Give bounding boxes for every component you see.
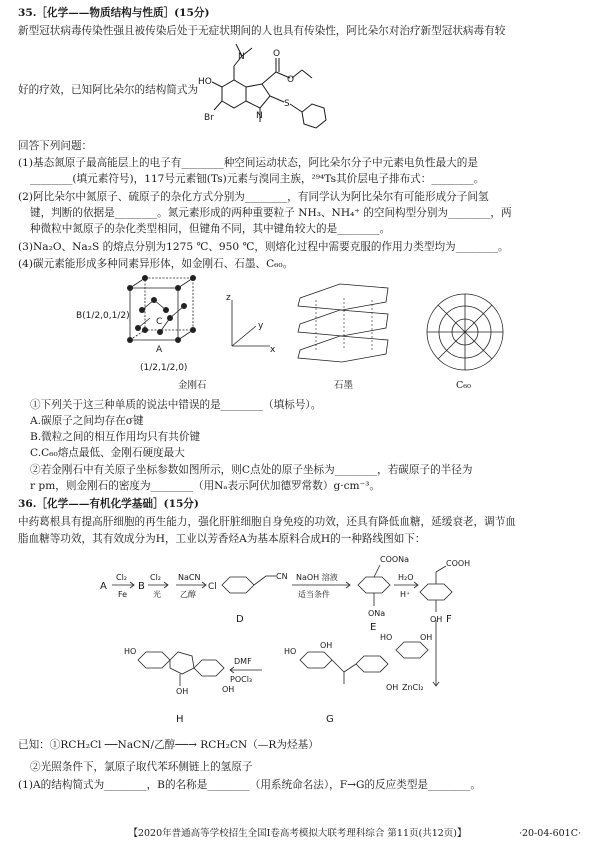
route-f: F xyxy=(446,614,452,625)
q35-p2c: 种微粒中氮原子的杂化类型相同，但键角不同，其中键角较大的是________。 xyxy=(30,223,391,235)
q35-p1a: (1)基态氮原子最高能层上的电子有________种空间运动状态，阿比朵尔分子中元素电负性最大的是 xyxy=(18,157,478,169)
axes xyxy=(232,300,270,346)
q35-p3: (3)Na₂O、Na₂S 的熔点分别为1275 ℃、950 ℃，则熔化过程中需要克服的作用力类型均为________。 xyxy=(18,241,509,253)
axis-x: x xyxy=(270,345,276,355)
diamond-atoms xyxy=(127,275,196,343)
route-cn: CN xyxy=(276,572,288,581)
route-h-ho: HO xyxy=(124,647,137,656)
route-nacn: NaCN xyxy=(178,573,201,582)
q36-known1: 已知：①RCH₂Cl ──NaCN/乙醇──→ RCH₂CN（—R为烃基） xyxy=(18,739,319,751)
route-hplus: H⁺ xyxy=(400,590,411,599)
mol-br: Br xyxy=(204,113,214,123)
route-resorcinol-oh: OH xyxy=(420,633,433,642)
q36-header: 36.［化学——有机化学基础］(15分) xyxy=(18,498,199,510)
diamond-label: 金刚石 xyxy=(178,380,207,391)
label-c: C xyxy=(156,317,163,327)
q36-intro-line2: 脂血糖等功效，其有效成分为H，工业以芳香烃A为基本原料合成H的一种路线图如下： xyxy=(18,533,426,545)
footer-code: ·20-04-601C· xyxy=(518,828,581,839)
q35-header: 35.［化学——物质结构与性质］(15分) xyxy=(18,7,210,19)
graphite-layers xyxy=(298,284,388,362)
route-coona: COONa xyxy=(380,555,410,564)
route-h-oh: OH xyxy=(222,685,235,694)
graphite-label: 石墨 xyxy=(334,380,354,391)
mol-o2: O xyxy=(287,75,295,85)
mol-s: S xyxy=(284,99,290,109)
route-fe: Fe xyxy=(118,590,128,599)
route-cond: 适当条件 xyxy=(298,590,330,599)
option-c: C.C₆₀熔点最低、金刚石硬度最大 xyxy=(30,447,185,459)
mol-n: N xyxy=(256,111,263,121)
q35-p4: (4)碳元素能形成多种同素异形体，如金刚石、石墨、C₆₀。 xyxy=(18,258,294,270)
mol-n-top: N xyxy=(238,52,245,62)
q35-intro-line1: 新型冠状病毒传染性强且被传染后处于无症状期间的人也具有传染性，阿比朵尔对治疗新型冠状病毒有较 xyxy=(18,25,506,37)
route-pocl3: POCl₃ xyxy=(230,675,253,684)
q35-sub2b: r pm，则金刚石的密度为________（用Nₐ表示阿伏加德罗常数）g·cm⁻³。 xyxy=(30,480,381,492)
route-zncl2: ZnCl₂ xyxy=(402,683,424,692)
route-ethanol: 乙醇 xyxy=(180,590,196,599)
q35-sub2a: ②若金刚石中有关原子坐标参数如图所示，则C点处的原子坐标为________，若碳原子的半径为 xyxy=(30,464,473,476)
q36-sub1: (1)A的结构简式为________，B的名称是________（用系统命名法），F→G的反应类型是________。 xyxy=(18,779,481,791)
diamond-cell xyxy=(130,278,193,340)
axis-z: z xyxy=(226,293,231,303)
q35-intro-line2: 好的疗效，已知阿比朵尔的结构简式为 xyxy=(18,84,199,96)
q35-sub1: ①下列关于这三种单质的说法中错误的是________（填标号）。 xyxy=(30,399,322,411)
q36-known2: ②光照条件下，氯原子取代苯环侧链上的氢原子 xyxy=(30,761,253,773)
mol-ho: HO xyxy=(198,77,212,87)
q36-intro-line1: 中药葛根具有提高肝细胞的再生能力，强化肝脏细胞自身免疫的功效，还具有降低血糖，延缓衰老，调节血 xyxy=(18,516,516,528)
mol-o: O xyxy=(273,49,281,59)
c60-label: C₆₀ xyxy=(456,380,471,391)
route-ona: ONa xyxy=(368,609,386,618)
route-naoh: NaOH 溶液 xyxy=(296,573,338,582)
route-g-oh: OH xyxy=(320,641,333,650)
route-a: A xyxy=(100,581,107,592)
route-h2o: H₂O xyxy=(398,573,414,582)
route-resorcinol-ho: HO xyxy=(380,633,393,642)
page-footer xyxy=(0,828,595,841)
route-g-ho: HO xyxy=(284,647,297,656)
route-cl: Cl xyxy=(208,582,217,592)
footer-text: 【2020年普通高等学校招生全国Ⅰ卷高考模拟大联考理科综合 第11页(共12页)】 xyxy=(128,828,467,839)
route-oh-f: OH xyxy=(430,615,443,624)
option-b: B.微粒之间的相互作用均只有共价键 xyxy=(30,431,201,443)
q35-p1b: ________(填元素符号)，117号元素钿(Ts)元素与溴同主族，²⁹⁴Ts其价层电子排布式：________。 xyxy=(30,173,485,185)
option-a: A.碳原子之间均存在σ键 xyxy=(30,415,144,427)
route-h: H xyxy=(176,714,184,725)
route-e: E xyxy=(370,622,377,633)
label-b: B(1/2,0,1/2) xyxy=(76,311,130,321)
q35-p2b: 键，判断的依据是________。氮元素形成的两种重要粒子 NH₃、NH₄⁺ 的空间构型分别为________，两 xyxy=(30,207,512,219)
label-a: A xyxy=(156,345,163,355)
graphite-links xyxy=(316,298,372,352)
route-cl2-light: Cl₂ xyxy=(150,573,162,582)
label-a-coord: (1/2,1/2,0) xyxy=(140,363,188,373)
q35-p2a: (2)阿比朵尔中氮原子、硫原子的杂化方式分别为________，有同学认为阿比朵尔有可能形成分子间氢 xyxy=(18,191,489,203)
q35-answer-intro: 回答下列问题： xyxy=(18,140,93,152)
route-cooh: COOH xyxy=(446,559,471,568)
route-b: B xyxy=(138,581,145,592)
route-g-oh2: OH xyxy=(386,683,399,692)
route-dmf: DMF xyxy=(234,657,252,666)
route-cl2-fe: Cl₂ xyxy=(116,573,128,582)
route-h-o: OH xyxy=(176,687,189,696)
route-light: 光 xyxy=(153,590,161,599)
route-d: D xyxy=(236,614,244,625)
axis-y: y xyxy=(258,321,264,331)
route-g: G xyxy=(326,714,334,725)
c60-sphere xyxy=(427,294,503,370)
